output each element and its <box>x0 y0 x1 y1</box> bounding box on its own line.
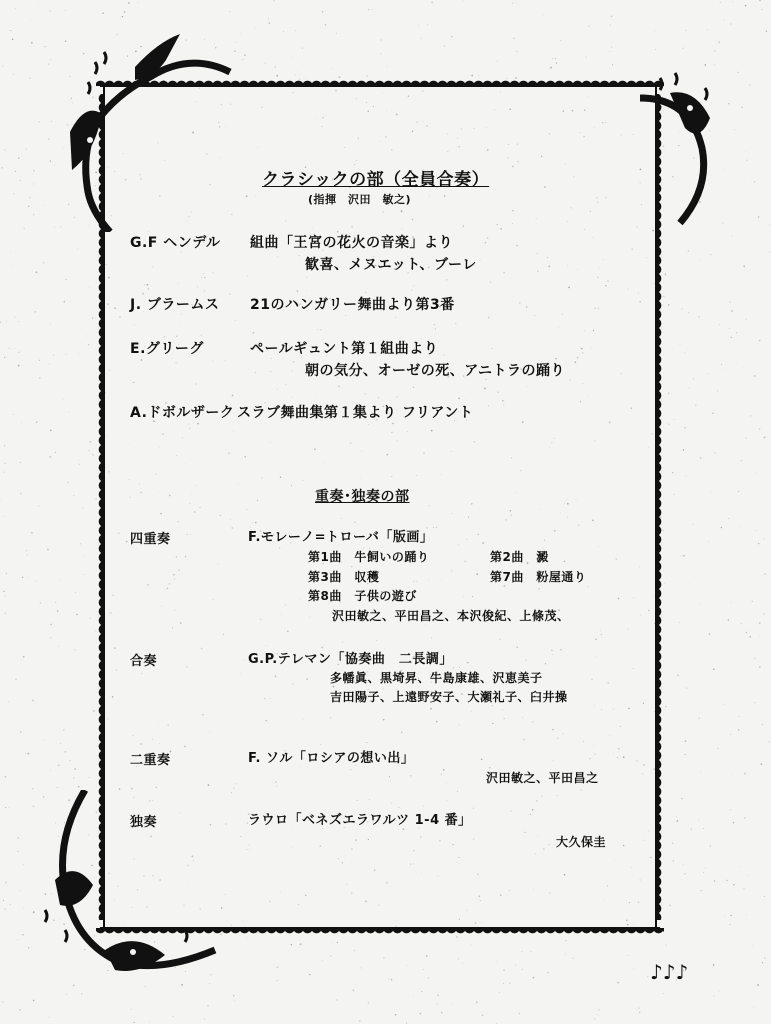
quartet-piece: 第2曲 澱 <box>490 550 549 564</box>
quartet-players: 沢田敏之、平田昌之、本沢俊紀、上條茂、 <box>332 609 570 623</box>
duo-players: 沢田敏之、平田昌之 <box>486 771 599 785</box>
work-brahms: 21のハンガリー舞曲より第3番 <box>250 297 455 313</box>
composer-handel: G.F ヘンデル <box>130 235 221 251</box>
tutti-label: 合奏 <box>130 654 158 669</box>
detail-grieg: 朝の気分、オーゼの死、アニトラの踊り <box>305 363 566 379</box>
quartet-piece: 第7曲 粉屋通り <box>490 570 587 584</box>
classic-section-title: クラシックの部（全員合奏） <box>262 170 490 190</box>
bird-ornament-top-right-icon <box>630 68 730 228</box>
duo-label: 二重奏 <box>130 753 171 768</box>
ensemble-section-title: 重奏･独奏の部 <box>315 489 410 505</box>
composer-dvorak: A.ドボルザーク <box>130 405 235 421</box>
quartet-piece: 第1曲 牛飼いの踊り <box>308 550 430 564</box>
duo-work: F. ソル「ロシアの想い出」 <box>248 751 415 766</box>
composer-grieg: E.グリーグ <box>130 341 204 357</box>
work-dvorak: スラブ舞曲集第１集より フリアント <box>237 405 474 421</box>
quartet-work: F.モレーノ=トローバ「版画」 <box>248 530 434 545</box>
conductor-line: (指揮 沢田 敏之) <box>308 193 412 206</box>
detail-handel: 歓喜、メヌエット、ブーレ <box>305 257 477 273</box>
tutti-work: G.P.テレマン「協奏曲 二長調」 <box>248 652 453 667</box>
composer-brahms: J. ブラームス <box>130 297 220 313</box>
music-notes-icon: ♪♪♪ <box>650 960 689 984</box>
solo-work: ラウロ「ベネズエラワルツ 1-4 番」 <box>248 813 472 828</box>
work-grieg: ペールギュント第１組曲より <box>250 341 439 357</box>
bird-ornament-top-left-icon <box>40 22 240 232</box>
solo-player: 大久保圭 <box>556 835 607 849</box>
quartet-label: 四重奏 <box>130 532 171 547</box>
tutti-players-line2: 吉田陽子、上遠野安子、大瀬礼子、臼井操 <box>330 690 568 704</box>
tutti-players-line1: 多幡眞、黒埼昇、牛島康雄、沢恵美子 <box>330 671 543 685</box>
quartet-piece: 第8曲 子供の遊び <box>308 589 417 603</box>
quartet-piece: 第3曲 収穫 <box>308 570 380 584</box>
work-handel: 組曲「王宮の花火の音楽」より <box>250 235 453 251</box>
solo-label: 独奏 <box>130 815 158 830</box>
